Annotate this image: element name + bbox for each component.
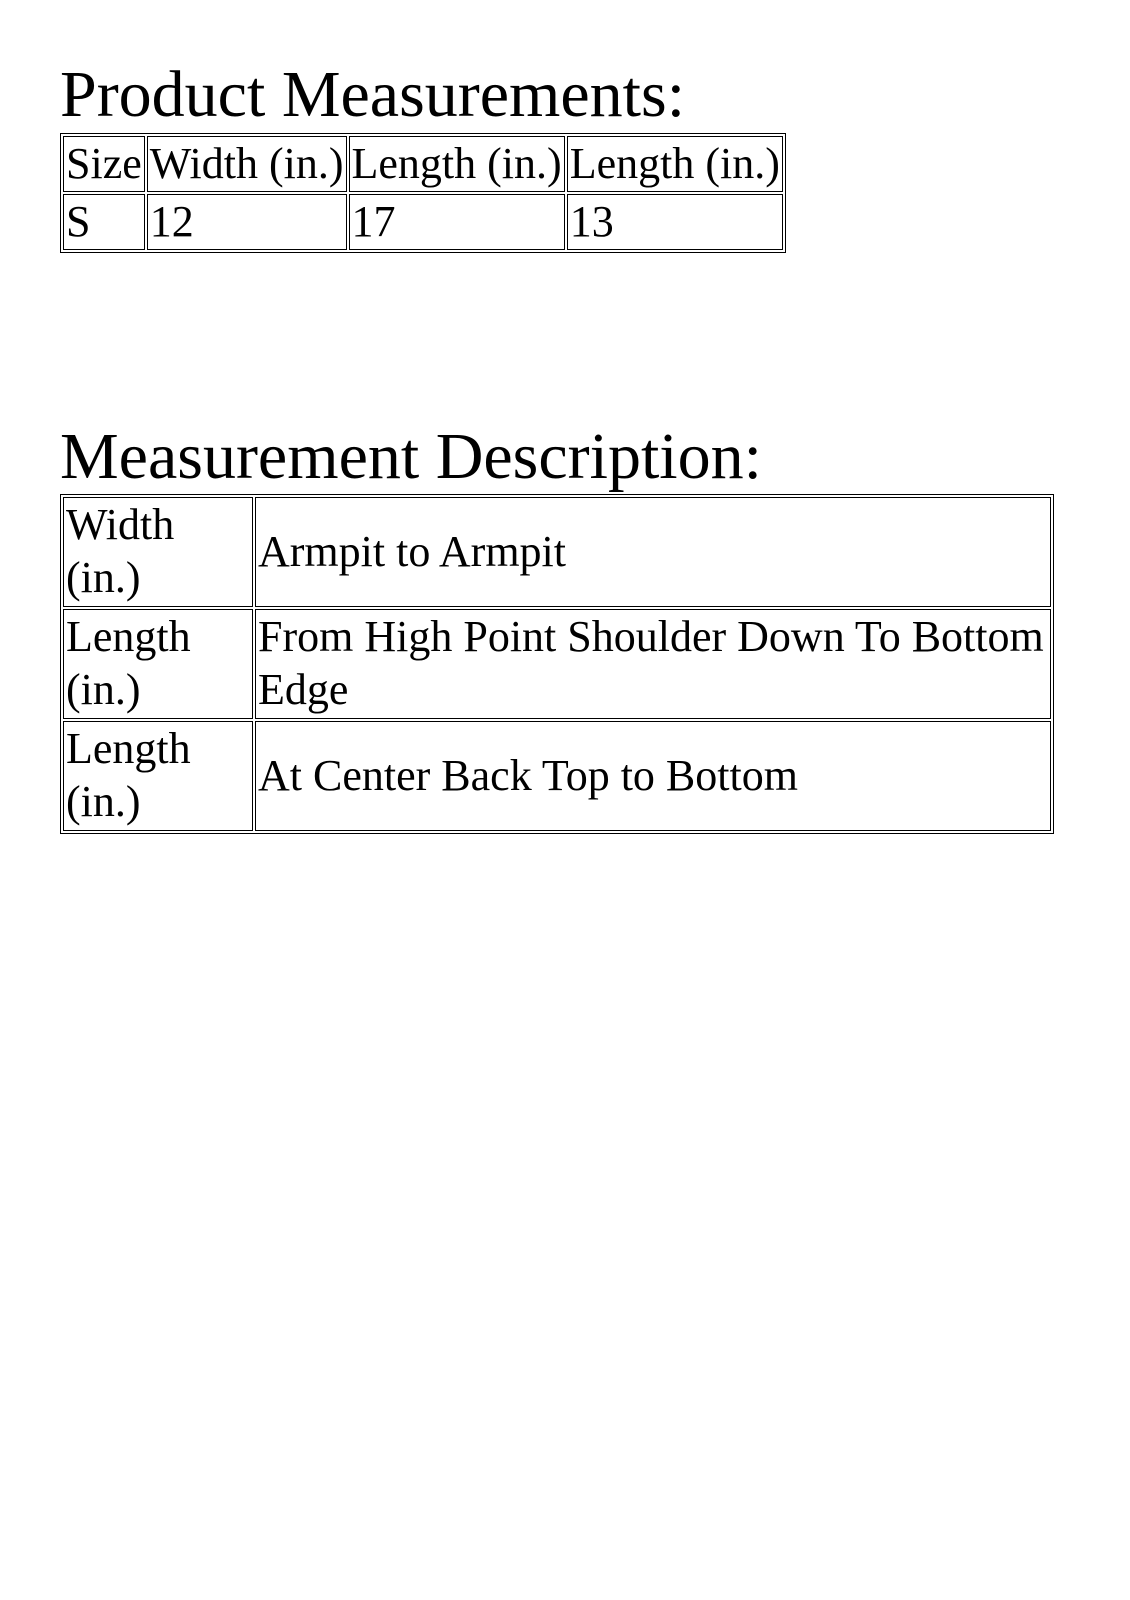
table-row: [63, 194, 783, 250]
term-cell: Width (in.): [63, 497, 253, 607]
table-header-row: [63, 136, 783, 192]
cell-length-2: 13: [567, 194, 783, 250]
header-cell-length-2: Length (in.): [567, 136, 783, 192]
measurement-description-heading: Measurement Description:: [60, 420, 762, 493]
table-row: [63, 497, 1051, 607]
definition-cell: At Center Back Top to Bottom: [255, 721, 1051, 831]
table-row: [63, 609, 1051, 719]
product-measurements-heading: Product Measurements:: [60, 58, 686, 131]
header-cell-width: Width (in.): [147, 136, 347, 192]
definition-cell: Armpit to Armpit: [255, 497, 1051, 607]
cell-length: 17: [349, 194, 565, 250]
table-row: [63, 721, 1051, 831]
size-table: [60, 133, 786, 253]
term-cell: Length (in.): [63, 609, 253, 719]
cell-width: 12: [147, 194, 347, 250]
header-cell-length: Length (in.): [349, 136, 565, 192]
term-cell: Length (in.): [63, 721, 253, 831]
header-cell-size: Size: [63, 136, 145, 192]
definition-cell: From High Point Shoulder Down To Bottom Edge: [255, 609, 1051, 719]
cell-size: S: [63, 194, 145, 250]
description-table: [60, 494, 1054, 834]
